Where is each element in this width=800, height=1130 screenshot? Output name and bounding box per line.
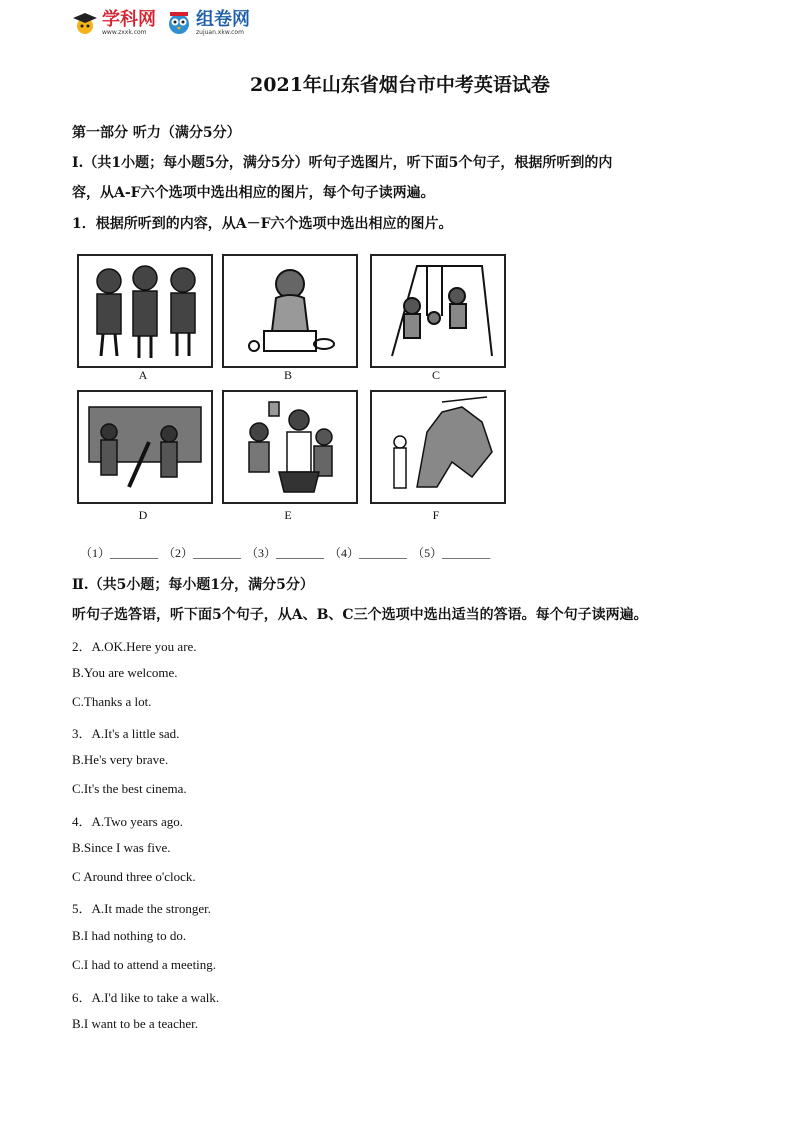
girl-cooking-drawing [224,256,356,366]
part-heading: 第一部分 听力（满分5分） [72,125,241,141]
header-logos [72,10,250,36]
answer-option: B.He's very brave. [72,752,169,767]
logo-name: 学科网 [102,8,156,30]
answer-blank[interactable]: （1）________ [80,546,159,560]
zujuanwang-logo[interactable] [166,10,250,36]
answer-option: B.I had nothing to do. [72,928,187,943]
logo-url: zujuan.xkw.com [196,28,244,36]
family-talking-drawing [224,392,356,502]
answer-option: C Around three o'clock. [72,869,196,884]
picture-f [370,390,506,504]
picture-a [77,254,213,368]
answer-blank[interactable]: （4）________ [329,546,408,560]
crowd-scene-drawing [79,392,211,502]
answer-option: C.It's the best cinema. [72,781,187,796]
picture-label: D [138,508,148,522]
section2-header: Ⅱ.（共5小题；每小题1分，满分5分） [72,577,314,593]
section2-instructions: 听句子选答语，听下面5个句子，从A、B、C三个选项中选出适当的答语。每个句子读两遍。 [72,607,648,623]
answer-blank[interactable]: （3）________ [246,546,325,560]
xuekewang-logo[interactable] [72,10,156,36]
answer-option: 5．A.It made the stronger. [72,901,211,916]
section1-line2: 容，从A-F六个选项中选出相应的图片，每个句子读两遍。 [72,185,435,201]
picture-e [222,390,358,504]
playground-swing-drawing [372,256,504,366]
answer-option: 4．A.Two years ago. [72,814,184,829]
children-drawing [79,256,211,366]
answer-option: 6．A.I'd like to take a walk. [72,990,220,1005]
answer-option: C.I had to attend a meeting. [72,957,217,972]
answer-option: B.Since I was five. [72,840,171,855]
answer-option: 2．A.OK.Here you are. [72,639,197,654]
logo-name: 组卷网 [196,8,250,30]
picture-label: E [284,508,292,522]
picture-label: F [432,508,440,522]
picture-c [370,254,506,368]
picture-label: C [431,368,440,382]
answer-blanks [80,544,492,561]
man-and-flames-drawing [372,392,504,502]
answer-option: B.You are welcome. [72,665,178,680]
graduation-cap-icon [72,10,98,36]
question-1: 1．根据所听到的内容，从A－F六个选项中选出相应的图片。 [72,216,453,232]
logo-url: www.zxxk.com [102,28,147,36]
answer-option: C.Thanks a lot. [72,694,152,709]
answer-option: B.I want to be a teacher. [72,1016,198,1031]
picture-d [77,390,213,504]
answer-blank[interactable]: （2）________ [163,546,242,560]
answer-blank[interactable]: （5）________ [412,546,491,560]
answer-option: 3．A.It's a little sad. [72,726,180,741]
section1-line1: Ⅰ.（共1小题；每小题5分，满分5分）听句子选图片，听下面5个句子，根据所听到的内 [72,155,613,171]
owl-mascot-icon [166,10,192,36]
picture-b [222,254,358,368]
page-title: 2021年山东省烟台市中考英语试卷 [250,74,550,96]
picture-label: A [138,368,148,382]
picture-options [72,250,522,530]
picture-label: B [283,368,292,382]
